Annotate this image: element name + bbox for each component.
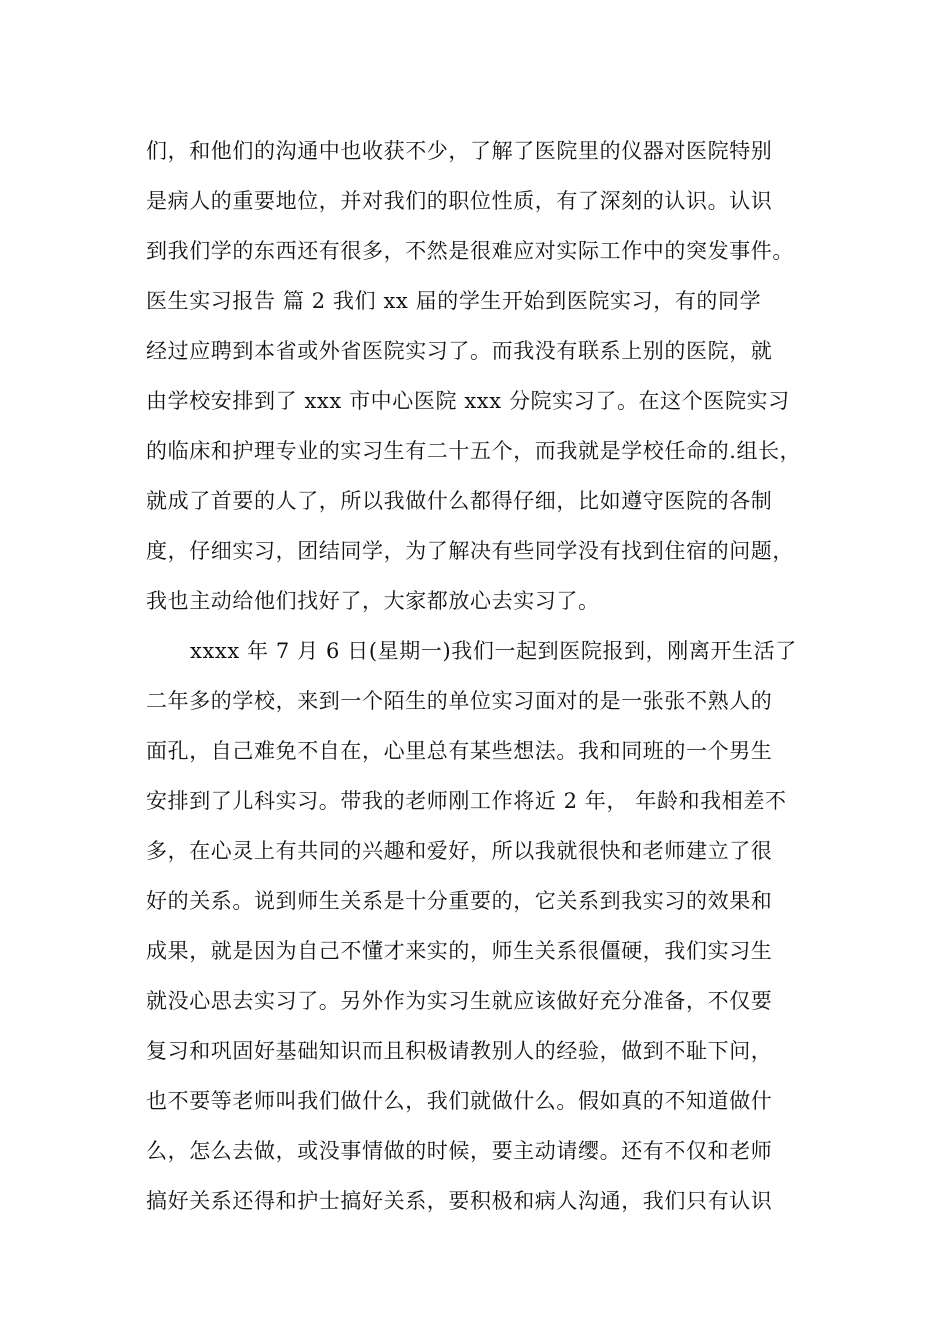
text-line: xxxx 年 7 月 6 日(星期一)我们一起到医院报到，刚离开生活了: [190, 639, 797, 663]
text-line: 经过应聘到本省或外省医院实习了。而我没有联系上别的医院，就: [146, 339, 773, 363]
text-line: 二年多的学校，来到一个陌生的单位实习面对的是一张张不熟人的: [146, 689, 773, 713]
text-line: 的临床和护理专业的实习生有二十五个，而我就是学校任命的.组长，: [146, 439, 802, 463]
text-line: 是病人的重要地位，并对我们的职位性质，有了深刻的认识。认识: [146, 189, 773, 213]
text-line: 好的关系。说到师生关系是十分重要的，它关系到我实习的效果和: [146, 889, 773, 913]
text-line: 面孔，自己难免不自在，心里总有某些想法。我和同班的一个男生: [146, 739, 773, 763]
text-line: 们，和他们的沟通中也收获不少，了解了医院里的仪器对医院特别: [146, 139, 773, 163]
text-line: 多，在心灵上有共同的兴趣和爱好，所以我就很快和老师建立了很: [146, 839, 773, 863]
text-line: 么，怎么去做，或没事情做的时候，要主动请缨。还有不仅和老师: [146, 1139, 773, 1163]
text-line: 医生实习报告 篇 2 我们 xx 届的学生开始到医院实习，有的同学: [146, 289, 762, 313]
text-line: 复习和巩固好基础知识而且积极请教别人的经验，做到不耻下问，: [146, 1039, 773, 1063]
text-line: 到我们学的东西还有很多，不然是很难应对实际工作中的突发事件。: [146, 239, 794, 263]
text-line: 成果，就是因为自己不懂才来实的，师生关系很僵硬，我们实习生: [146, 939, 773, 963]
text-line: 就没心思去实习了。另外作为实习生就应该做好充分准备，不仅要: [146, 989, 773, 1013]
text-line: 搞好关系还得和护士搞好关系，要积极和病人沟通，我们只有认识: [146, 1189, 773, 1213]
text-line: 安排到了儿科实习。带我的老师刚工作将近 2 年， 年龄和我相差不: [146, 789, 787, 813]
text-line: 也不要等老师叫我们做什么，我们就做什么。假如真的不知道做什: [146, 1089, 773, 1113]
text-line: 由学校安排到了 xxx 市中心医院 xxx 分院实习了。在这个医院实习: [146, 389, 790, 413]
text-line: 就成了首要的人了，所以我做什么都得仔细，比如遵守医院的各制: [146, 489, 773, 513]
text-line: 度，仔细实习，团结同学，为了解决有些同学没有找到住宿的问题，: [146, 539, 794, 563]
text-line: 我也主动给他们找好了，大家都放心去实习了。: [146, 589, 600, 613]
